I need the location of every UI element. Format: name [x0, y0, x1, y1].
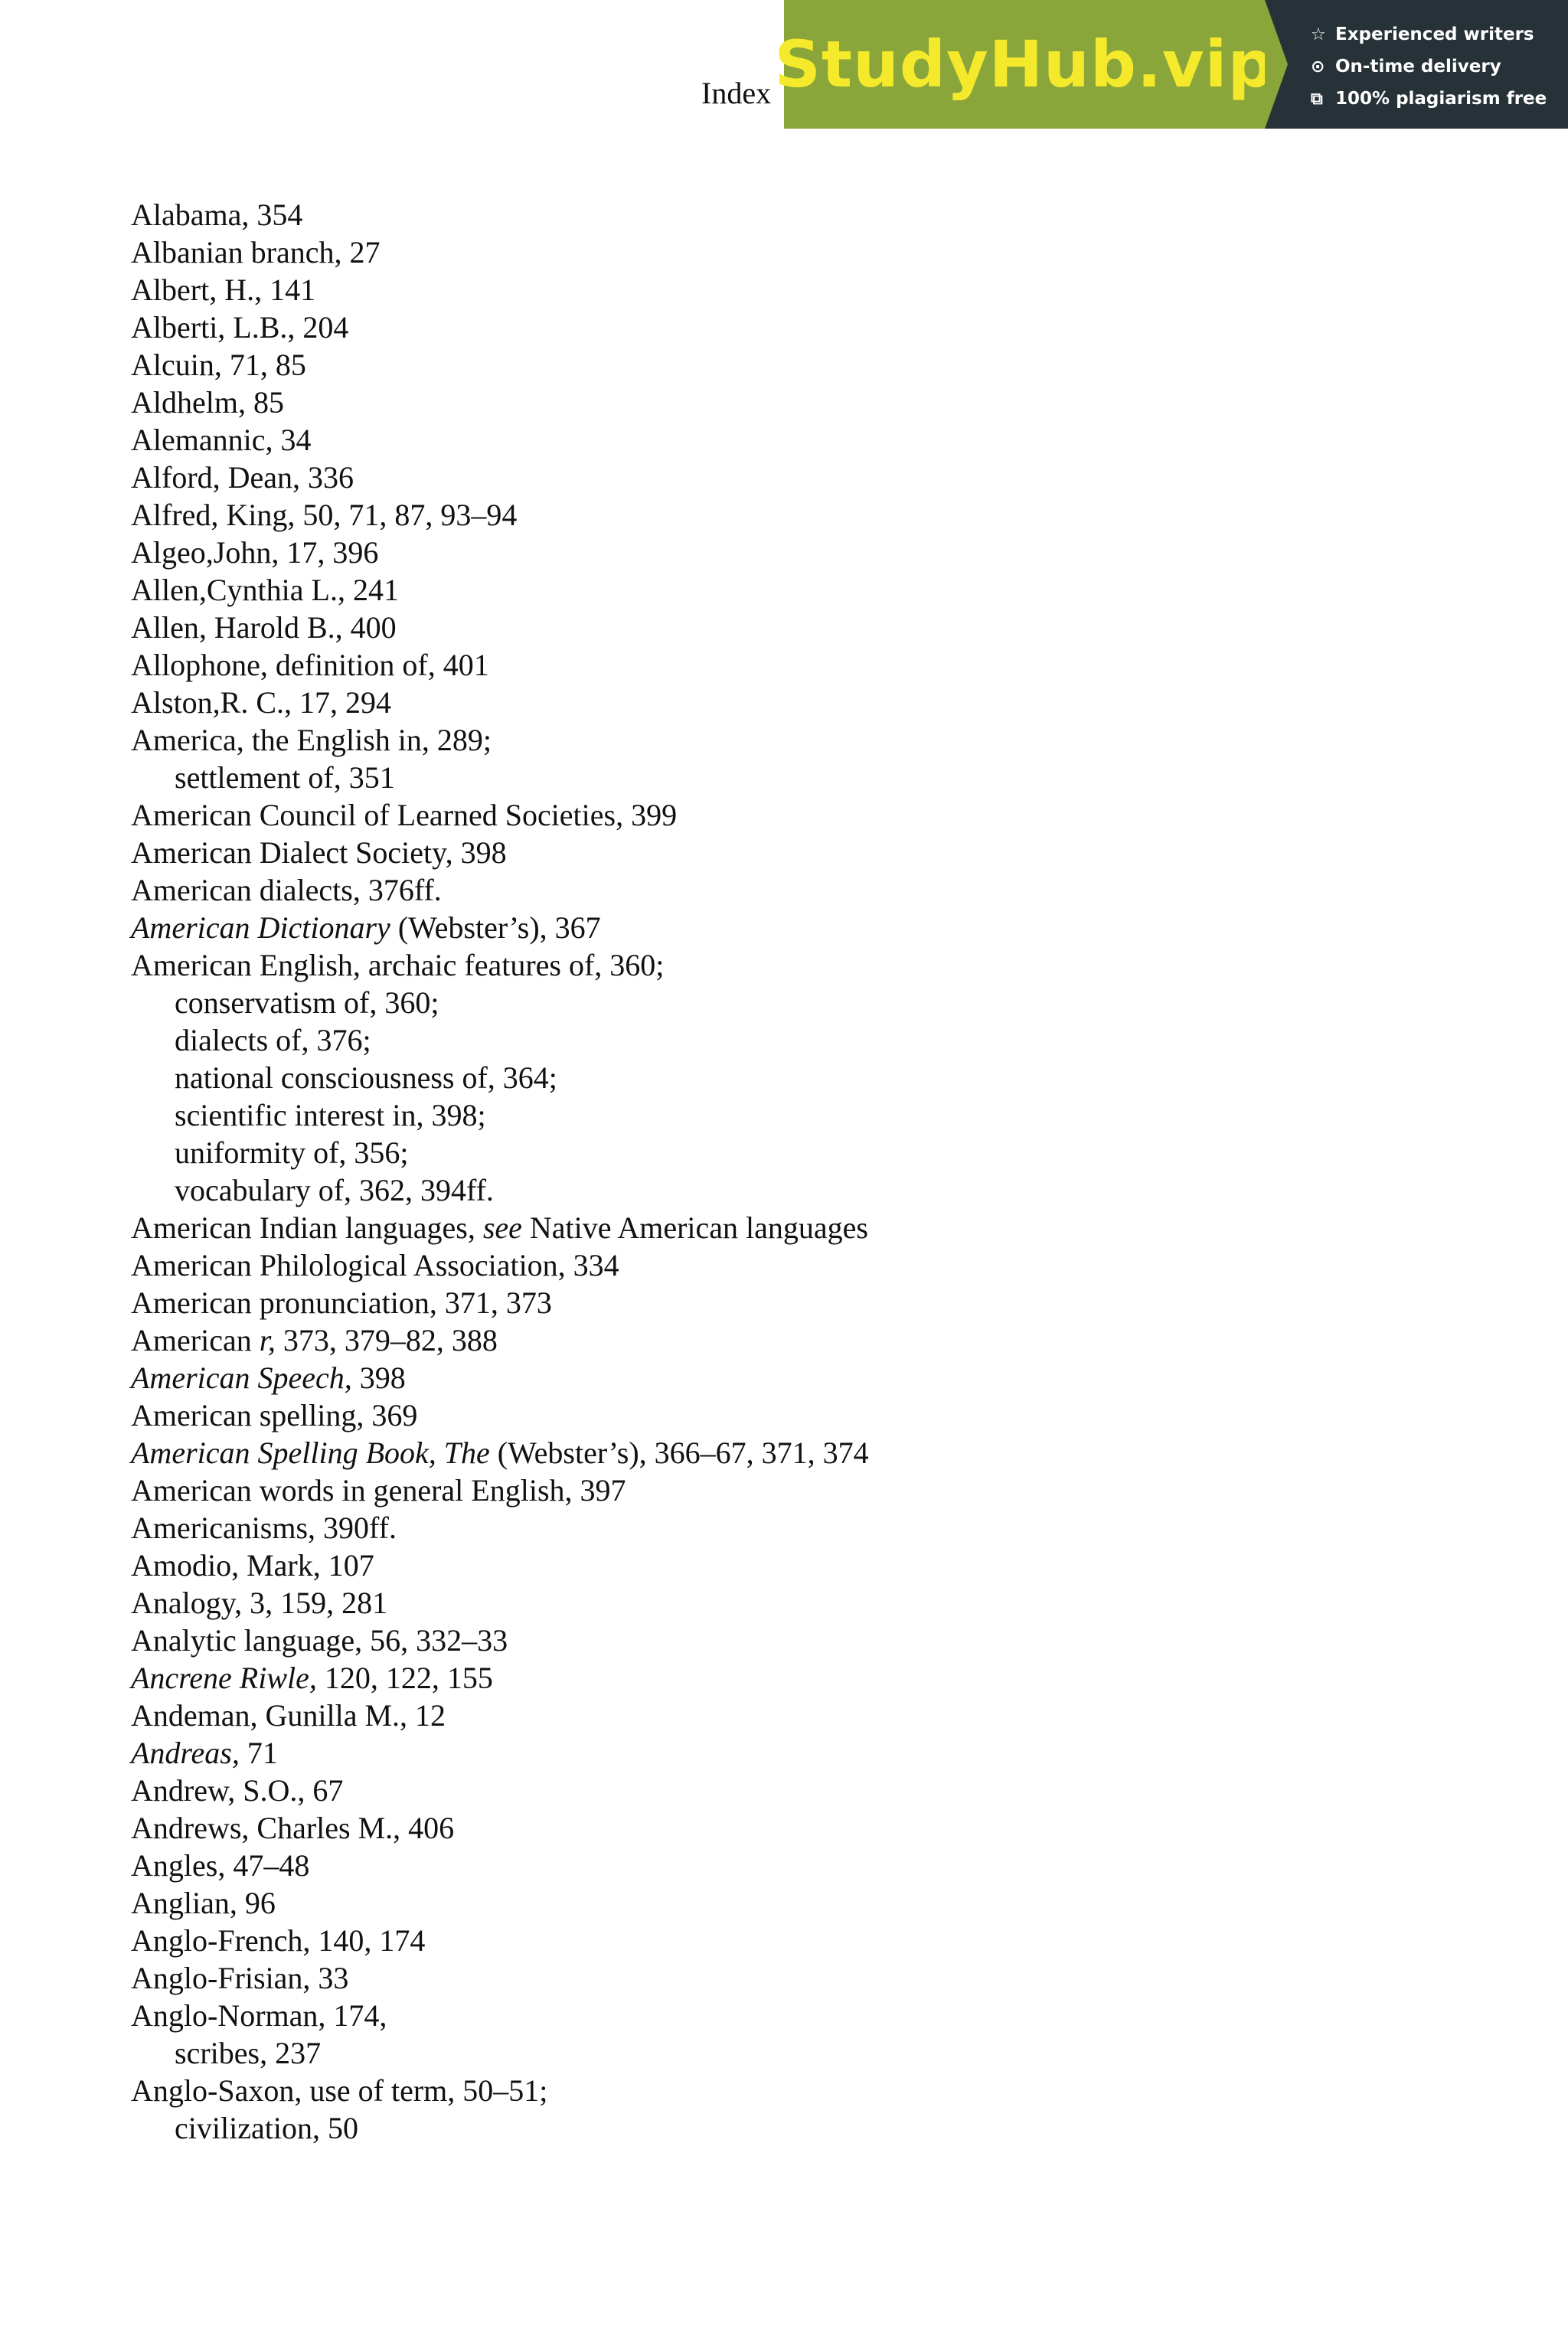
feature-experienced-writers	[1311, 18, 1568, 51]
entry-text: America, the English in, 289;	[131, 723, 492, 757]
index-entry	[131, 1847, 869, 1884]
index-subentry	[131, 984, 869, 1021]
copy-icon: ⧉	[1311, 89, 1323, 109]
index-entry	[131, 1584, 869, 1622]
index-entry	[131, 871, 869, 909]
index-entry	[131, 496, 869, 534]
entry-text: uniformity of, 356;	[175, 1135, 409, 1170]
entry-text: American dialects, 376ff.	[131, 873, 442, 907]
banner-features	[1265, 0, 1568, 129]
logo-text: StudyHub.vip	[774, 27, 1275, 102]
index-entry	[131, 309, 869, 346]
entry-text: conservatism of, 360;	[175, 985, 439, 1020]
index-entries	[131, 196, 869, 2147]
entry-text: Alcuin, 71, 85	[131, 348, 306, 382]
feature-plagiarism-free	[1311, 83, 1568, 115]
index-entry	[131, 1472, 869, 1509]
entry-text: Alberti, L.B., 204	[131, 310, 349, 345]
index-entry	[131, 1809, 869, 1847]
index-entry	[131, 946, 869, 984]
entry-text: (Webster’s), 367	[390, 910, 601, 945]
entry-text: American Spelling Book, The	[131, 1436, 490, 1470]
entry-text: Andrews, Charles M., 406	[131, 1811, 455, 1845]
entry-text: Alabama, 354	[131, 198, 303, 232]
entry-text: Alford, Dean, 336	[131, 460, 354, 495]
entry-text: Alemannic, 34	[131, 423, 312, 457]
entry-text: r,	[259, 1323, 276, 1357]
entry-text: Anglo-Frisian, 33	[131, 1961, 349, 1995]
index-entry	[131, 346, 869, 384]
clock-icon: ⊙	[1311, 57, 1325, 77]
entry-text: American words in general English, 397	[131, 1473, 626, 1508]
index-subentry	[131, 2109, 869, 2147]
entry-text: civilization, 50	[175, 2111, 358, 2145]
index-entry	[131, 2072, 869, 2109]
feature-label: 100% plagiarism free	[1335, 89, 1547, 109]
entry-text: Algeo,John, 17, 396	[131, 535, 379, 570]
entry-text: 120, 122, 155	[316, 1661, 493, 1695]
index-entry	[131, 421, 869, 459]
entry-text: 71	[239, 1736, 278, 1770]
index-entry	[131, 1659, 869, 1697]
index-entry	[131, 384, 869, 421]
entry-text: American Dialect Society, 398	[131, 835, 507, 870]
page-header-title: Index	[701, 76, 772, 110]
index-entry	[131, 834, 869, 871]
index-entry	[131, 1396, 869, 1434]
entry-text: Andreas,	[131, 1736, 240, 1770]
index-subentry	[131, 2034, 869, 2072]
index-entry	[131, 1246, 869, 1284]
entry-text: American Philological Association, 334	[131, 1248, 619, 1282]
entry-text: Aldhelm, 85	[131, 385, 284, 420]
index-entry	[131, 196, 869, 234]
entry-text: Alston,R. C., 17, 294	[131, 685, 392, 720]
index-subentry	[131, 759, 869, 796]
entry-text: Anglo-Saxon, use of term, 50–51;	[131, 2073, 548, 2108]
index-entry	[131, 1321, 869, 1359]
index-subentry	[131, 1021, 869, 1059]
feature-label: On-time delivery	[1335, 57, 1501, 77]
entry-text: Anglian, 96	[131, 1886, 276, 1920]
index-entry	[131, 1284, 869, 1321]
entry-text: American English, archaic features of, 360;	[131, 948, 665, 982]
index-subentry	[131, 1134, 869, 1171]
index-entry	[131, 1997, 869, 2034]
entry-text: Alfred, King, 50, 71, 87, 93–94	[131, 498, 518, 532]
index-entry	[131, 234, 869, 271]
entry-text: dialects of, 376;	[175, 1023, 371, 1057]
entry-text: Allen,Cynthia L., 241	[131, 573, 399, 607]
entry-text: scribes, 237	[175, 2036, 322, 2070]
entry-text: scientific interest in, 398;	[175, 1098, 486, 1132]
index-entry	[131, 646, 869, 684]
entry-text: 373, 379–82, 388	[275, 1323, 498, 1357]
index-entry	[131, 1922, 869, 1959]
index-entry	[131, 1697, 869, 1734]
index-subentry	[131, 1059, 869, 1096]
studyhub-logo[interactable]	[774, 0, 1275, 129]
entry-text: Americanisms, 390ff.	[131, 1511, 397, 1545]
entry-text: Anglo-Norman, 174,	[131, 1998, 387, 2033]
entry-text: settlement of, 351	[175, 760, 395, 795]
entry-text: Allophone, definition of, 401	[131, 648, 489, 682]
entry-text: Andeman, Gunilla M., 12	[131, 1698, 446, 1733]
index-entry	[131, 1884, 869, 1922]
index-entry	[131, 1547, 869, 1584]
index-entry	[131, 684, 869, 721]
entry-text: (Webster’s), 366–67, 371, 374	[489, 1436, 869, 1470]
entry-text: American pronunciation, 371, 373	[131, 1285, 552, 1320]
index-entry	[131, 534, 869, 571]
entry-text: American spelling, 369	[131, 1398, 418, 1432]
feature-label: Experienced writers	[1335, 24, 1534, 44]
entry-text: Albanian branch, 27	[131, 235, 381, 270]
index-subentry	[131, 1171, 869, 1209]
index-entry	[131, 1734, 869, 1772]
index-entry	[131, 1434, 869, 1472]
studyhub-banner[interactable]	[774, 0, 1568, 129]
index-entry	[131, 721, 869, 759]
entry-text: Ancrene Riwle,	[131, 1661, 317, 1695]
index-entry	[131, 271, 869, 309]
index-entry	[131, 796, 869, 834]
entry-text: American Council of Learned Societies, 399	[131, 798, 678, 832]
index-entry	[131, 1509, 869, 1547]
entry-text: Analogy, 3, 159, 281	[131, 1586, 388, 1620]
entry-text: 398	[351, 1361, 406, 1395]
entry-text: Allen, Harold B., 400	[131, 610, 397, 645]
index-entry	[131, 909, 869, 946]
index-entry	[131, 609, 869, 646]
index-entry	[131, 1622, 869, 1659]
entry-text: Andrew, S.O., 67	[131, 1773, 344, 1808]
entry-text: Angles, 47–48	[131, 1848, 310, 1883]
entry-text: Anglo-French, 140, 174	[131, 1923, 426, 1958]
entry-text: American	[131, 1323, 260, 1357]
index-entry	[131, 1359, 869, 1396]
entry-text: Albert, H., 141	[131, 273, 316, 307]
entry-text: American Indian languages,	[131, 1210, 483, 1245]
entry-text: see	[482, 1210, 522, 1245]
index-subentry	[131, 1096, 869, 1134]
index-entry	[131, 459, 869, 496]
entry-text: Native American languages	[521, 1210, 868, 1245]
index-entry	[131, 1772, 869, 1809]
entry-text: vocabulary of, 362, 394ff.	[175, 1173, 494, 1207]
index-entry	[131, 571, 869, 609]
entry-text: Amodio, Mark, 107	[131, 1548, 374, 1583]
feature-on-time-delivery	[1311, 51, 1568, 83]
index-entry	[131, 1209, 869, 1246]
entry-text: national consciousness of, 364;	[175, 1060, 557, 1095]
entry-text: American Dictionary	[131, 910, 390, 945]
star-icon: ☆	[1311, 24, 1326, 44]
entry-text: American Speech,	[131, 1361, 352, 1395]
index-entry	[131, 1959, 869, 1997]
entry-text: Analytic language, 56, 332–33	[131, 1623, 508, 1658]
